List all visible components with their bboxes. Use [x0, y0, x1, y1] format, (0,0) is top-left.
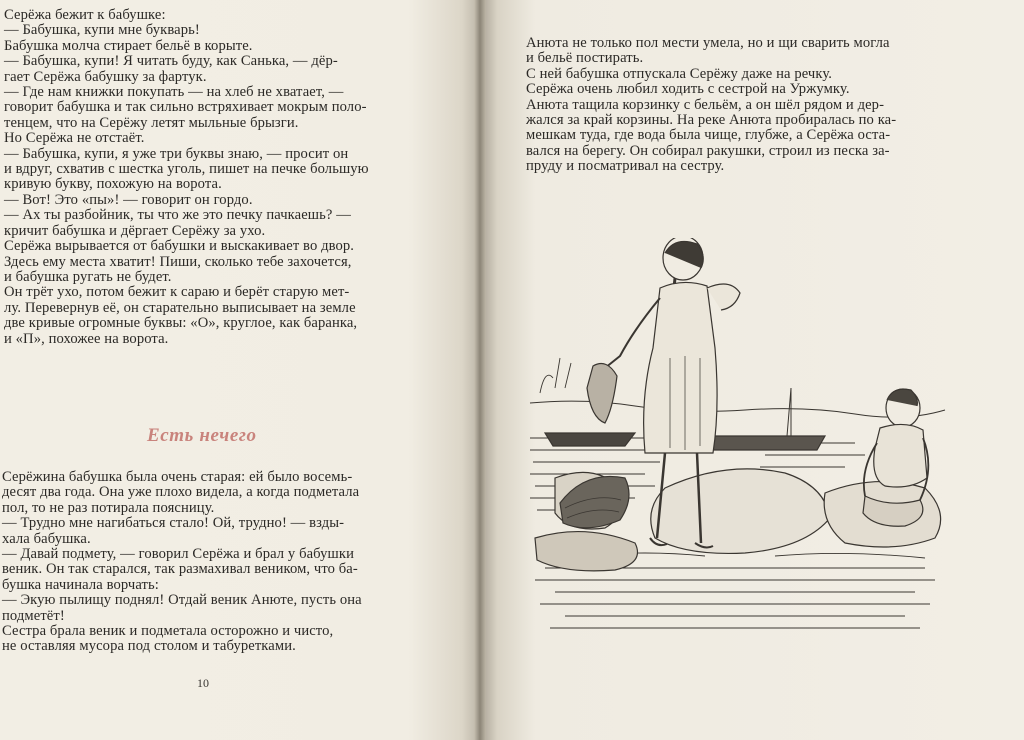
rock-large — [651, 469, 830, 554]
page-number: 10 — [197, 676, 209, 690]
boat-right — [705, 436, 825, 450]
left-page-text-top: Серёжа бежит к бабушке: — Бабушка, купи мне букварь! Бабушка молча стирает бельё в корыте. — Бабушка, купи! Я читать буду, как Санька, — дёр- гает Серёжа бабушку за фартук. — Где нам книжки покупать — на хлеб не хватает, — говорит бабушка и так сильно встряхивает мокрым поло- тенцем, что на Серёжу летят мыльные брызги. Но Серёжа не отстаёт. — Бабушка, купи, я уже три буквы знаю, — просит он и вдруг, схватив с шестка уголь, пишет на печке большую кривую букву, похожую на ворота. — Вот! Это «пы»! — говорит он гордо. — Ах ты разбойник, ты что же это печку пачкаешь? — кричит бабушка и дёргает Серёжу за ухо. Серёжа вырывается от бабушки и выскакивает во двор. Здесь ему места хватит! Пиши, сколько тебе захочется, и бабушка ругать не будет. Он трёт ухо, потом бежит к сараю и берёт старую мет- лу. Перевернув её, он старательно выписывает на земле две кривые огромные буквы: «О», круглое, как баранка, и «П», похожее на ворота. — [4, 7, 369, 347]
river-illustration — [525, 238, 955, 643]
boy-figure — [863, 389, 928, 526]
chapter-heading: Есть нечего — [147, 425, 257, 446]
left-page-text-bottom: Серёжина бабушка была очень старая: ей было восемь- десят два года. Она уже плохо видела, а когда подметала пол, то не раз потирала поясницу. — Трудно мне нагибаться стало! Ой, трудно! — взды- хала бабушка. — Давай подмету, — говорил Серёжа и брал у бабушки веник. Он так старался, так размахивал веником, что ба- бушка начинала ворчать: — Экую пылищу поднял! Отдай веник Анюте, пусть она подметёт! Сестра брала веник и подметала осторожно и чисто, не оставляя мусора под столом и табуретками. — [2, 469, 362, 655]
boat-left — [545, 433, 635, 446]
right-page-text: Анюта не только пол мести умела, но и щи сварить могла и бельё постирать. С ней бабушка отпускала Серёжу даже на речку. Серёжа очень любил ходить с сестрой на Уржумку. Анюта тащила корзинку с бельём, а он шёл рядом и дер- жался за край корзины. На реке Анюта пробиралась по ка- мешкам туда, где вода была чище, глубже, а Серёжа оста- вался на берегу. Он собирал ракушки, строил из песка за- пруду и посматривал на сестру. — [526, 35, 897, 175]
book-gutter — [474, 0, 486, 740]
rock-front — [535, 532, 638, 571]
